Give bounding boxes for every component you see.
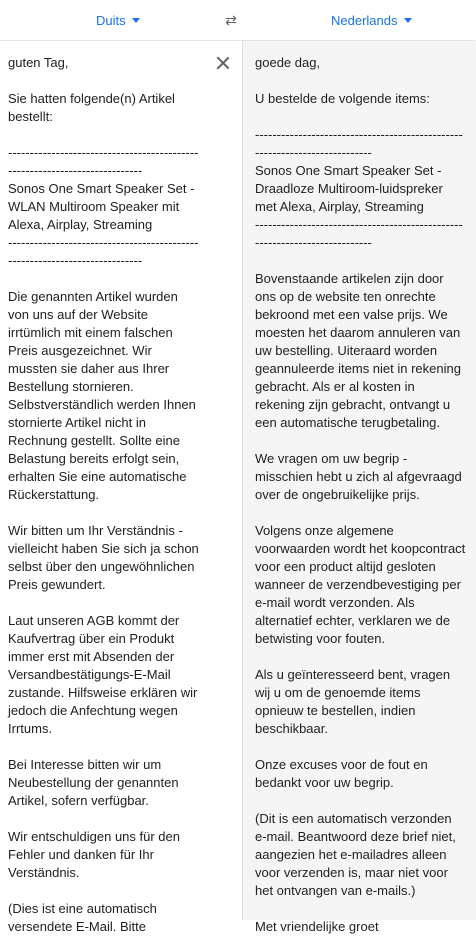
source-text-input[interactable]: guten Tag, Sie hatten folgende(n) Artikel bestellt: --------------------------------------------------------------------------- Sonos One Smart Speaker Set - WLAN Multiroom Speaker mit Alexa, Airplay, Streaming --------------------------------------------------------------------------- Die genannten Artikel wurden von uns auf der Website irrtümlich mit einem falschen Preis ausgezeichnet. Wir mussten sie daher aus Ihrer Bestellung stornieren. Selbstverständlich werden Ihnen stornierte Artikel nicht in Rechnung gestellt. Sollte eine Belastung bereits erfolgt sein, erhalten Sie eine automatische Rückerstattung. Wir bitten um Ihr Verständnis - vielleicht haben Sie sich ja schon selbst über den ungewöhnlichen Preis gewundert. Laut unseren AGB kommt der Kaufvertrag über ein Produkt immer erst mit Absenden der Versandbestätigungs-E-Mail zustande. Hilfsweise erklären wir jedoch die Anfechtung wegen Irrtums. Bei Interesse bitten wir um Neubestellung der genannten Artikel, sofern verfügbar. Wir entschuldigen uns für den Fehler und danken für Ihr Verständnis. (Dies ist eine automatisch versendete E-Mail. Bitte	[8, 55, 199, 934]
close-icon[interactable]	[213, 53, 233, 73]
translated-text-output: goede dag, U bestelde de volgende items: --------------------------------------------------------------------------- Sonos One Smart Speaker Set - Draadloze Multiroom-luidspreker met Alexa, Airplay, Streaming --------------------------------------------------------------------------- Bovenstaande artikelen zijn door ons op de website ten onrechte bekroond met een valse prijs. We moesten het daarom annuleren van uw bestelling. Uiteraard worden geannuleerde items niet in rekening gebracht. Als er al kosten in rekening zijn gebracht, ontvangt u een automatische terugbetaling. We vragen om uw begrip - misschien hebt u zich al afgevraagd over de ongebruikelijke prijs. Volgens onze algemene voorwaarden wordt het koopcontract voor een product altijd gesloten wanneer de verzendbevestiging per e-mail wordt verzonden. Als alternatief echter, verklaren we de betwisting voor fouten. Als u geïnteresseerd bent, vragen wij u om de genoemde items opnieuw te bestellen, indien beschikbaar. Onze excuses voor de fout en bedankt voor uw begrip. (Dit is een automatisch verzonden e-mail. Beantwoord deze brief niet, aangezien het e-mailadres alleen voor verzenden is, maar niet voor het ontvangen van e-mails.) Met vriendelijke groet	[255, 55, 466, 934]
chevron-down-icon	[404, 18, 412, 23]
language-bar	[0, 0, 475, 41]
target-language-label: Nederlands	[331, 12, 398, 28]
source-language-label: Duits	[96, 12, 126, 28]
source-language-selector[interactable]	[96, 0, 140, 40]
source-pane	[0, 41, 242, 934]
target-pane	[242, 41, 476, 934]
target-language-selector[interactable]	[331, 0, 412, 40]
translation-panes	[0, 41, 475, 934]
chevron-down-icon	[132, 18, 140, 23]
swap-arrows-icon[interactable]: ⇄	[225, 12, 237, 28]
